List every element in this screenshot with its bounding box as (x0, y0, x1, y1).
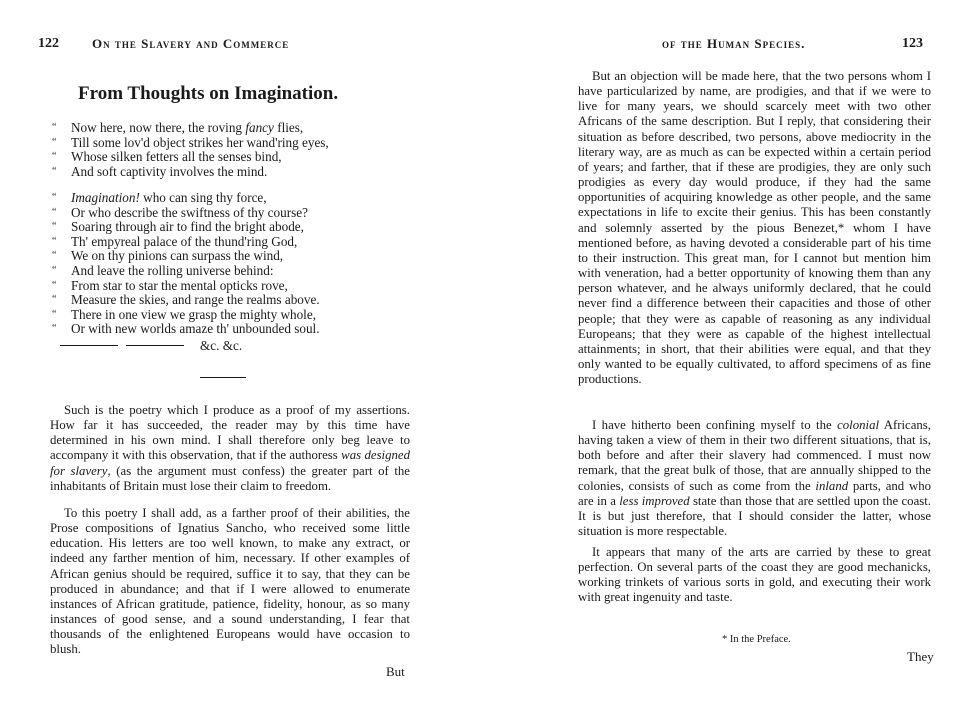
paragraph-emphasis: inland (815, 478, 849, 493)
poem-line (52, 322, 320, 337)
etc-text: &c. &c. (200, 338, 243, 353)
poem-line-text: Till some lov'd object strikes her wand'ring eyes, (71, 134, 329, 150)
catchword: They (907, 649, 934, 664)
poem-line (52, 279, 320, 294)
poem-line (52, 249, 320, 264)
poem-line (52, 235, 320, 250)
dash-rule (60, 345, 118, 346)
footnote: * In the Preface. (722, 634, 791, 645)
poem-line-text: Whose silken fetters all the senses bind, (71, 149, 282, 165)
section-separator (200, 377, 246, 378)
right-page (490, 0, 980, 711)
body-paragraph (50, 403, 410, 494)
dash-rule (126, 345, 184, 346)
quote-mark: “ (52, 279, 57, 291)
poem-line-text: And leave the rolling universe behind: (71, 262, 274, 278)
poem-line-text: Or with new worlds amaze th' unbounded soul. (71, 321, 320, 337)
poem-line (52, 264, 320, 279)
quote-mark: “ (52, 206, 57, 218)
quote-mark: “ (52, 294, 57, 306)
poem-line-text: Th' empyreal palace of the thund'ring God, (71, 233, 298, 249)
poem-etc-line (60, 338, 242, 354)
poem-line-text: Now here, now there, the roving (71, 120, 246, 135)
poem-title: From Thoughts on Imagination. (78, 83, 339, 104)
page-number-right: 123 (902, 36, 923, 51)
quote-mark: “ (52, 235, 57, 247)
poem-line-text: We on thy pinions can surpass the wind, (71, 248, 284, 264)
paragraph-text: state than those that are settled upon the coast. It is but just therefore, that I should consider the latter, whose situation is more respectable. (578, 493, 931, 539)
poem-line (52, 220, 320, 235)
quote-mark: “ (52, 192, 57, 203)
paragraph-text: parts, and who are in a (578, 478, 931, 508)
quote-mark: “ (52, 250, 57, 262)
quote-mark: “ (52, 264, 57, 276)
quote-mark: “ (52, 165, 57, 177)
poem-line (52, 293, 320, 308)
quote-mark: “ (52, 308, 57, 320)
poem-line (52, 308, 320, 323)
poem-line (52, 136, 329, 151)
quote-mark: “ (52, 323, 57, 335)
poem-line (52, 121, 329, 136)
paragraph-text: Such is the poetry which I produce as a proof of my assertions. How far it has succeeded, the reader may by this time have determined in his own mind. I shall therefore only beg leave to accompany it with this observation, that if the authoress (50, 403, 410, 463)
poem-line-text: There in one view we grasp the mighty whole, (71, 306, 316, 322)
quote-mark: “ (52, 151, 57, 163)
poem-line-text: flies, (273, 120, 304, 135)
quote-mark: “ (52, 221, 57, 233)
running-head-left: On the Slavery and Commerce (92, 36, 290, 51)
poem-line-text: Measure the skies, and range the realms above. (71, 292, 320, 308)
paragraph-text: , (as the argument must confess) the greater part of the inhabitants of Britain must lose their claim to freedom. (50, 463, 410, 493)
poem-line-text: who can sing thy force, (139, 190, 267, 205)
poem-line (52, 191, 320, 206)
quote-mark: “ (52, 122, 57, 133)
poem-line-text: Or who describe the swiftness of thy course? (71, 204, 308, 220)
running-head-right: of the Human Species. (662, 36, 806, 51)
poem-line-emphasis: fancy (245, 120, 274, 135)
body-paragraph: But an objection will be made here, that the two persons whom I have particularized by name, are prodigies, and that if we were to live for many years, we should scarcely meet with two other Africans of the same description. But I reply, that considering their situation as before described, two persons, above mediocrity in the literary way, are as much as can be expected within a certain period of years; and farther, that if these are prodigies, they are only such prodigies as every day would produce, if they had the same opportunities of acquiring knowledge as other people, and the same expectations in life to excite their genius. This has been constantly and solemnly asserted by the pious Benezet,* whom I have mentioned before, as having devoted a considerable part of his time to their instruction. This great man, for I cannot but mention him with veneration, had a better opportunity of knowing them than any person whatever, and he always uniformly declared, that he could never find a difference between their capacities and those of other people; that they were as capable of reasoning as any individual Europeans; that they were as capable of the highest intellectual attainments; in short, that their abilities were equal, and that they only wanted to be equally cultivated, to afford specimens of as fine productions. (578, 69, 931, 387)
poem-line (52, 206, 320, 221)
page-number-left: 122 (38, 36, 59, 51)
poem-line (52, 165, 329, 180)
poem-line-text: And soft captivity involves the mind. (71, 163, 268, 179)
body-paragraph (578, 418, 931, 539)
poem-stanza-1 (52, 121, 329, 179)
poem-stanza-2 (52, 191, 320, 337)
poem-line-text: Soaring through air to find the bright abode, (71, 219, 304, 235)
body-paragraph: It appears that many of the arts are carried by these to great perfection. On several parts of the coast they are good mechanicks, working trinkets of various sorts in gold, and executing their work with great ingenuity and taste. (578, 545, 931, 605)
poem-line-emphasis: Imagination! (71, 190, 140, 205)
paragraph-emphasis: less improved (619, 493, 690, 508)
catchword: But (386, 664, 405, 679)
body-paragraph: To this poetry I shall add, as a farther proof of their abilities, the Prose compositions of Ignatius Sancho, who received some little education. His letters are too well known, to make any extract, or indeed any farther mention of him, necessary. If other examples of African genius should be required, suffice it to say, that they can be produced in abundance; and that if I were allowed to enumerate instances of African gratitude, patience, fidelity, honour, as so many instances of good sense, and a sound understanding, I fear that thousands of the enlightened Europeans would have occasion to blush. (50, 506, 410, 657)
paragraph-text: I have hitherto been confining myself to the (592, 418, 838, 432)
poem-line (52, 150, 329, 165)
quote-mark: “ (52, 136, 57, 148)
paragraph-emphasis: was designed for slavery (50, 448, 410, 478)
paragraph-text: Africans, having taken a view of them in their two different situations, that is, both before and after their slavery had commenced. I must now remark, that the great bulk of those, that are annually shipped to the colonies, consists of such as come from the (578, 418, 931, 493)
paragraph-emphasis: colonial (837, 418, 880, 432)
poem-line-text: From star to star the mental opticks rove, (71, 277, 288, 293)
